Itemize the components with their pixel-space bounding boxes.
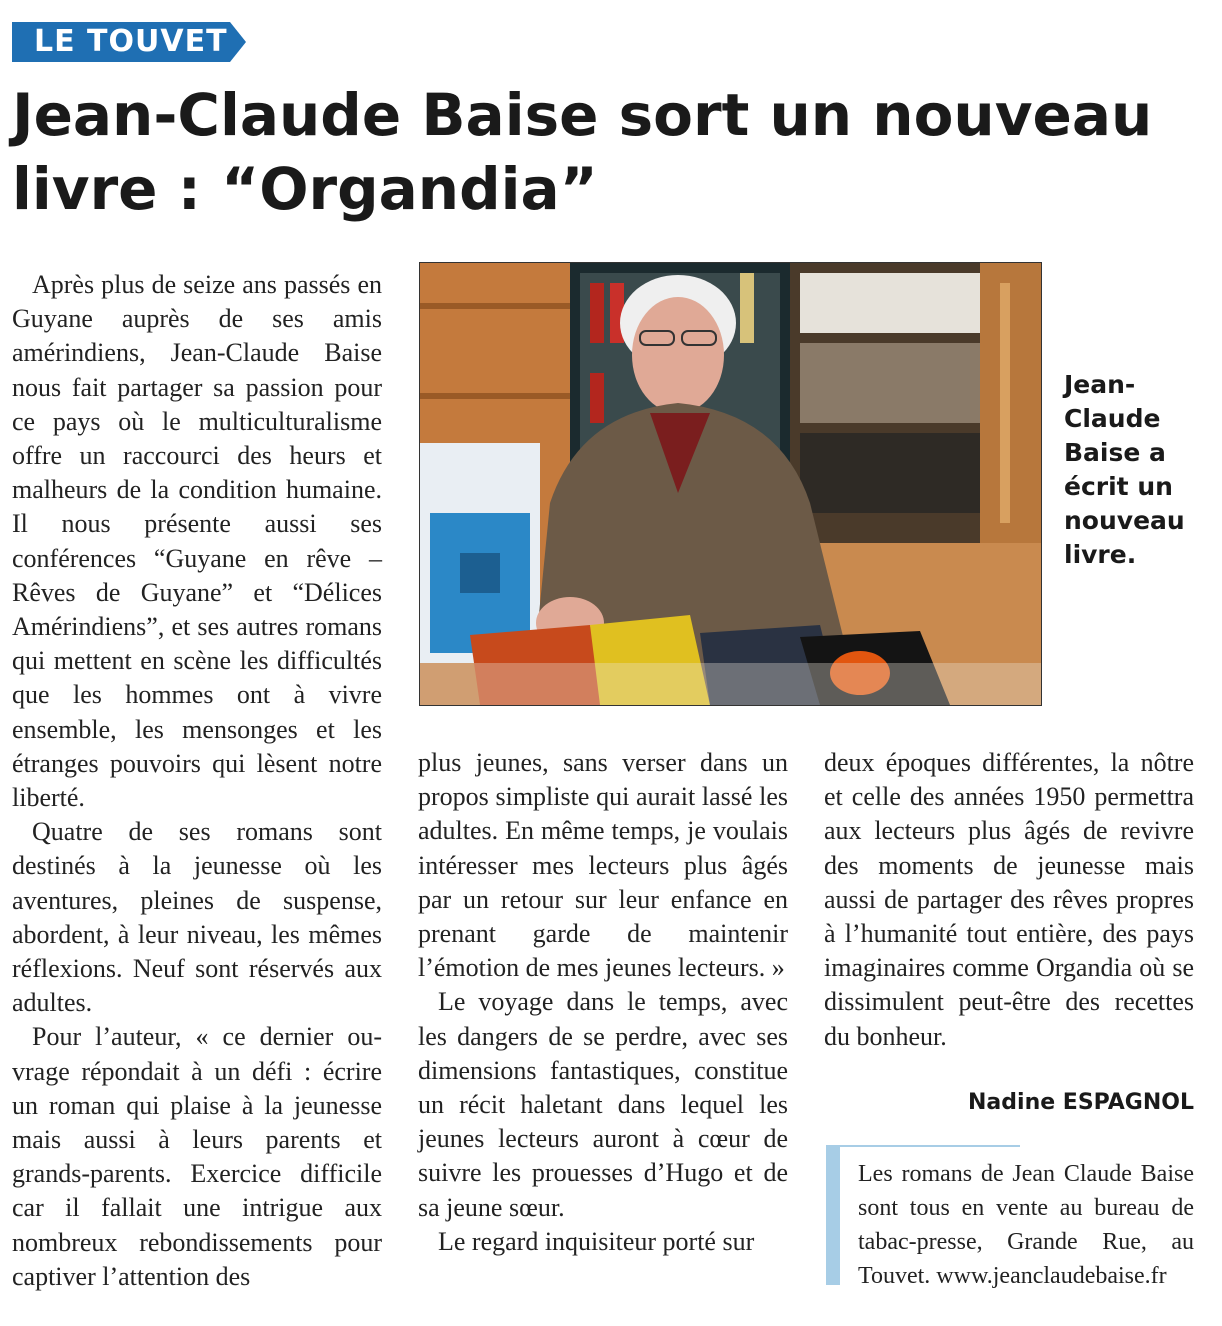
author-photo xyxy=(419,262,1042,706)
paragraph: Le voyage dans le temps, avec les dangers de se perdre, avec ses dimensions fantastiques, constitue un récit haletant dans lequel les jeunes lecteurs auront à cœur de suivre les prouesses d’Hugo et de sa jeune sœur. xyxy=(418,987,788,1222)
info-box-accent-line xyxy=(826,1145,1020,1147)
paragraph: Le regard inquisiteur porté sur xyxy=(438,1226,755,1256)
paragraph: Pour l’auteur, « ce dernier ouvrage répondait à un défi : écrire un roman qui plaise à la jeunesse mais aussi à leurs parents et grands-parents. Exercice difficile car il fallait une intrigue aux nombreux rebondissements pour captiver l’attention des xyxy=(12,1022,382,1291)
info-box-accent-bar xyxy=(826,1145,840,1285)
section-kicker xyxy=(12,22,244,62)
paragraph: Quatre de ses romans sont destinés à la jeunesse où les aventures, pleines de suspense, abordent, à leur niveau, les mêmes réflexions. Neuf sont réservés aux adultes. xyxy=(12,817,382,1018)
article-headline: Jean-Claude Baise sort un nouveau livre : “Organdia” xyxy=(12,81,1153,223)
author-signature: Nadine ESPAGNOL xyxy=(968,1090,1194,1115)
photo-caption: Jean-Claude Baise a écrit un nouveau livre. xyxy=(1064,370,1185,569)
article-column-1 xyxy=(12,268,382,1294)
paragraph: plus jeunes, sans verser dans un propos simpliste qui aurait lassé les adultes. En même temps, je voulais intéresser mes lecteurs plus âgés par un retour sur leur enfance en prenant garde de maintenir l’émotion de mes jeunes lecteurs. » xyxy=(418,748,788,983)
section-kicker-label: LE TOUVET xyxy=(34,24,228,59)
paragraph: deux époques différentes, la nôtre et celle des années 1950 permettra aux lecteurs plus âgés de revivre des moments de jeunesse mais aussi de partager des rêves propres à l’humanité tout entière, des pays imaginaires comme Organdia où se dissimulent peut-être des recettes du bonheur. xyxy=(824,748,1194,1051)
article-column-2 xyxy=(418,746,788,1259)
author-signing-books-image xyxy=(420,263,1041,705)
article-column-3 xyxy=(824,746,1194,1054)
paragraph: Après plus de seize ans passés en Guyane auprès de ses amis amérindiens, Jean-Claude Baise nous fait partager sa passion pour ce pays où le multiculturalisme offre un raccourci des heurs et malheurs de la condition humaine. Il nous présente aussi ses conférences “Guyane en rêve – Rêves de Guyane” et “Délices Amérindiens”, et ses autres romans qui mettent en scène les difficultés que les hommes ont à vivre ensemble, les mensonges et les étranges pouvoirs qui lèsent notre liberté. xyxy=(12,270,382,813)
info-box-text: Les romans de Jean Claude Baise sont tous en vente au bureau de tabac-presse, Grande Rue, au Touvet. www.jeanclaudebaise.fr xyxy=(858,1161,1194,1289)
